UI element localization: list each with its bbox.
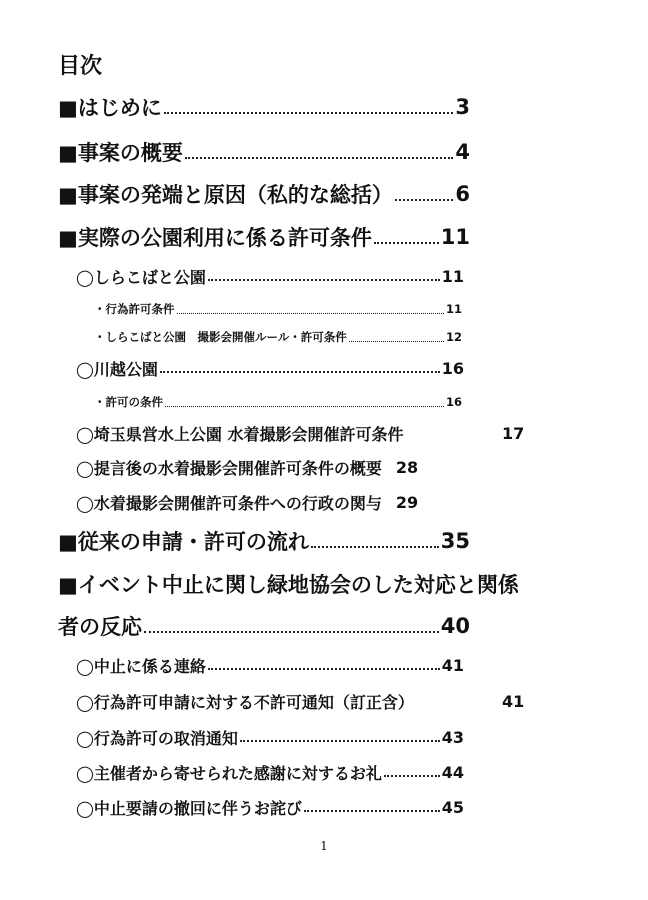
dot-leader — [384, 775, 440, 777]
toc-entry-title: ◯行為許可申請に対する不許可通知（訂正含） — [76, 692, 414, 712]
dot-leader — [144, 631, 439, 633]
toc-entry-title: ■実際の公園利用に係る許可条件 — [58, 226, 372, 250]
toc-entry-page: 41 — [441, 655, 464, 675]
dot-leader — [185, 157, 454, 159]
toc-entry-title: ■イベント中止に関し緑地協会のした対応と関係 — [58, 573, 519, 597]
dot-leader — [395, 199, 454, 201]
dot-leader — [165, 406, 444, 407]
toc-entry-page: 40 — [440, 614, 470, 638]
toc-entry-page: 6 — [455, 182, 470, 206]
dot-leader — [304, 810, 440, 812]
toc-entry-page: 11 — [441, 266, 464, 286]
toc-entry-permit-revocation[interactable] — [76, 723, 464, 751]
toc-entry-permit-conditions[interactable] — [58, 220, 470, 254]
toc-entry-cancellation-notice[interactable] — [76, 651, 464, 679]
toc-entry-page: 35 — [440, 529, 470, 553]
toc-entry-apology[interactable] — [76, 793, 464, 821]
toc-entry-kawagoe-park[interactable] — [76, 354, 464, 382]
toc-entry-page: 28 — [395, 457, 419, 477]
dot-leader — [311, 546, 439, 548]
toc-entry-event-cancellation-line1[interactable] — [58, 566, 618, 602]
toc-entry-title: ◯しらこばと公園 — [76, 267, 206, 287]
toc-entry-rejection-notice[interactable] — [76, 687, 546, 715]
toc-entry-page: 11 — [440, 225, 470, 249]
toc-entry-page: 11 — [445, 302, 462, 316]
toc-entry-title: ◯提言後の水着撮影会開催許可条件の概要 — [76, 458, 382, 478]
toc-entry-page: 44 — [441, 762, 464, 782]
toc-entry-title: ◯埼玉県営水上公園 水着撮影会開催許可条件 — [76, 424, 404, 444]
toc-entry-page: 16 — [445, 395, 462, 409]
dot-leader — [160, 371, 440, 373]
toc-entry-title: ■事案の発端と原因（私的な総括） — [58, 183, 393, 207]
toc-entry-permit-terms[interactable] — [94, 391, 462, 413]
toc-entry-page: 16 — [441, 358, 464, 378]
dot-leader — [240, 740, 440, 742]
toc-entry-activity-permit-conditions[interactable] — [94, 298, 462, 320]
toc-entry-title: ◯水着撮影会開催許可条件への行政の関与 — [76, 493, 382, 513]
toc-entry-origin-and-cause[interactable] — [58, 177, 470, 211]
toc-entry-page: 45 — [441, 797, 464, 817]
toc-entry-shirakobato-photo-rules[interactable] — [94, 326, 462, 348]
toc-entry-administrative-involvement[interactable] — [76, 488, 546, 516]
toc-entry-page: 3 — [455, 95, 470, 119]
toc-entry-shirakobato-park[interactable] — [76, 262, 464, 290]
toc-entry-application-flow[interactable] — [58, 524, 470, 558]
toc-entry-page: 12 — [445, 330, 462, 344]
toc-entry-saitama-water-park[interactable] — [76, 419, 546, 447]
toc-entry-title: ・行為許可条件 — [94, 302, 175, 316]
toc-entry-title: ◯主催者から寄せられた感謝に対するお礼 — [76, 763, 382, 783]
dot-leader — [164, 112, 454, 114]
toc-entry-page: 43 — [441, 727, 464, 747]
dot-leader — [208, 279, 440, 281]
toc-entry-case-overview[interactable] — [58, 135, 470, 169]
toc-entry-title: ■はじめに — [58, 96, 162, 120]
toc-entry-page: 4 — [455, 140, 470, 164]
toc-entry-page: 29 — [395, 492, 419, 512]
toc-heading: 目次 — [58, 54, 103, 79]
toc-entry-title: ◯川越公園 — [76, 359, 158, 379]
dot-leader — [349, 341, 444, 342]
toc-entry-title: ◯中止に係る連絡 — [76, 656, 206, 676]
page-number: 1 — [320, 839, 328, 853]
toc-entry-page: 41 — [502, 691, 525, 711]
dot-leader — [374, 242, 439, 244]
toc-entry-title: ■事案の概要 — [58, 141, 183, 165]
toc-entry-title: ◯中止要請の撤回に伴うお詫び — [76, 798, 302, 818]
toc-entry-introduction[interactable] — [58, 90, 470, 124]
toc-entry-title: ■従来の申請・許可の流れ — [58, 530, 309, 554]
toc-entry-event-cancellation-line2[interactable] — [58, 609, 470, 643]
toc-entry-title: ◯行為許可の取消通知 — [76, 728, 238, 748]
toc-entry-title: 者の反応 — [58, 615, 142, 639]
toc-entry-post-proposal-conditions[interactable] — [76, 453, 546, 481]
dot-leader — [208, 668, 440, 670]
toc-entry-thanks-reply[interactable] — [76, 758, 464, 786]
toc-entry-title: ・しらこばと公園 撮影会開催ルール・許可条件 — [94, 330, 347, 344]
dot-leader — [177, 313, 444, 314]
toc-entry-title: ・許可の条件 — [94, 395, 163, 409]
toc-entry-page: 17 — [502, 423, 525, 443]
